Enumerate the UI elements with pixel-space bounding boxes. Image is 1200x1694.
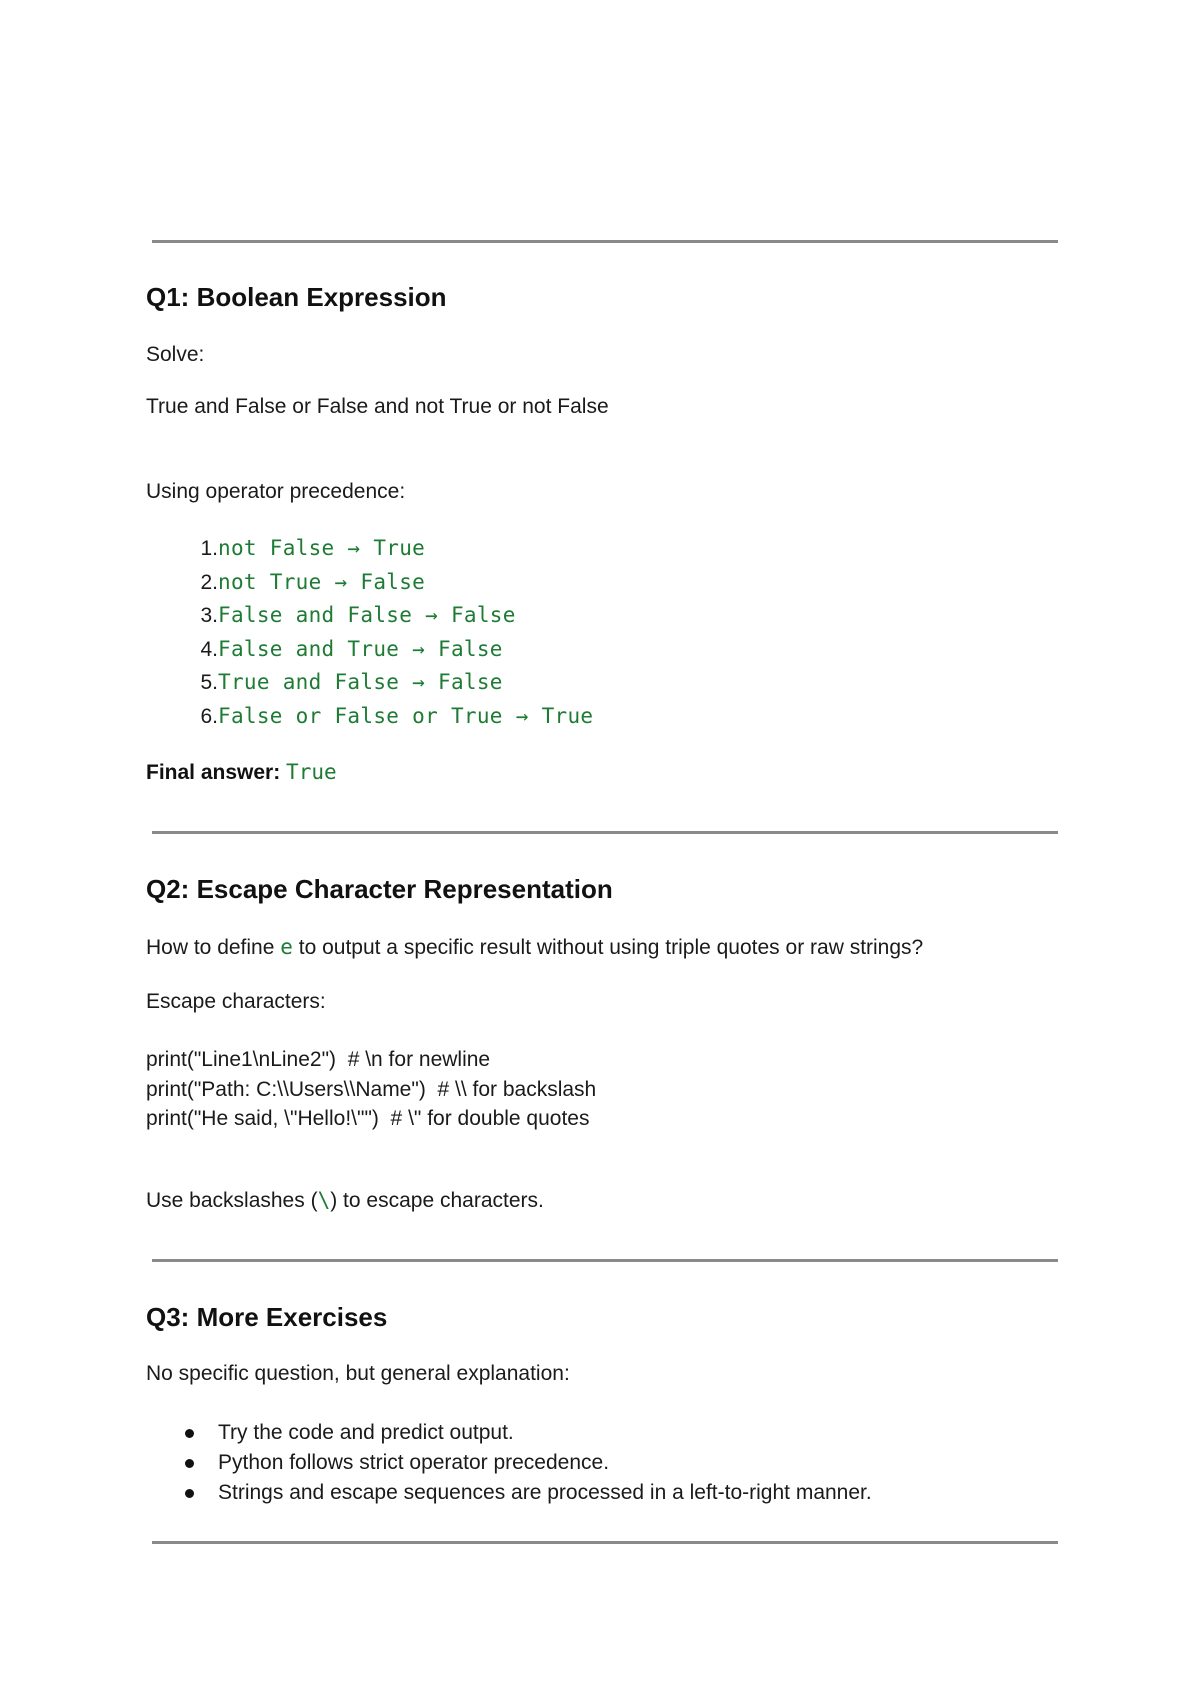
list-item bbox=[146, 1418, 872, 1448]
bullet-icon bbox=[146, 1478, 218, 1508]
q2-note bbox=[146, 1188, 544, 1213]
q2-question-start: How to define bbox=[146, 936, 281, 959]
q1-method: Using operator precedence: bbox=[146, 480, 406, 503]
step-number: 5. bbox=[200, 671, 218, 695]
step-number: 1. bbox=[200, 537, 218, 560]
horizontal-rule bbox=[152, 1259, 1058, 1262]
q2-code-block bbox=[146, 1045, 596, 1134]
bullet-text: Try the code and predict output. bbox=[218, 1421, 514, 1444]
q2-question-var: e bbox=[280, 935, 293, 959]
bullet-text: Python follows strict operator precedence. bbox=[218, 1451, 610, 1474]
step-number: 2. bbox=[200, 570, 218, 594]
q2-question bbox=[146, 935, 923, 960]
list-item bbox=[146, 566, 593, 600]
bullet-icon bbox=[146, 1448, 218, 1478]
bullet-text: Strings and escape sequences are processed in a left-to-right manner. bbox=[218, 1481, 872, 1504]
step-code: False and False → False bbox=[218, 603, 516, 628]
horizontal-rule bbox=[152, 831, 1058, 834]
final-answer-value: True bbox=[286, 760, 337, 784]
list-item bbox=[146, 666, 593, 700]
q1-prompt: Solve: bbox=[146, 343, 205, 366]
q1-expression: True and False or False and not True or not False bbox=[146, 395, 609, 418]
list-item bbox=[146, 1478, 872, 1508]
list-item bbox=[146, 633, 593, 667]
list-item bbox=[146, 599, 593, 633]
step-number: 6. bbox=[200, 704, 218, 728]
q2-note-code: \ bbox=[317, 1188, 331, 1212]
q3-intro: No specific question, but general explanation: bbox=[146, 1362, 570, 1385]
code-line: print("He said, \"Hello!\"") # \" for double quotes bbox=[146, 1107, 590, 1130]
bullet-icon bbox=[146, 1418, 218, 1448]
final-answer-label: Final answer: bbox=[146, 761, 281, 784]
q2-note-end: ) to escape characters. bbox=[330, 1189, 544, 1212]
list-item bbox=[146, 1448, 872, 1478]
q2-heading: Q2: Escape Character Representation bbox=[146, 874, 613, 904]
step-code: not True → False bbox=[218, 569, 426, 594]
list-item bbox=[146, 700, 593, 734]
code-line: print("Path: C:\\Users\\Name") # \\ for backslash bbox=[146, 1077, 597, 1101]
list-item bbox=[146, 532, 593, 566]
horizontal-rule bbox=[152, 1541, 1058, 1544]
step-code: True and False → False bbox=[218, 670, 503, 695]
q2-question-end: to output a specific result without using triple quotes or raw strings? bbox=[292, 936, 924, 959]
step-code: False or False or True → True bbox=[218, 703, 594, 728]
q2-note-start: Use backslashes ( bbox=[146, 1189, 318, 1212]
q2-escape-label: Escape characters: bbox=[146, 990, 326, 1013]
q1-final-answer bbox=[146, 760, 337, 785]
step-number: 3. bbox=[200, 604, 218, 628]
q3-bullet-list bbox=[146, 1418, 872, 1508]
q1-steps-list bbox=[146, 532, 593, 734]
code-line: print("Line1\nLine2") # \n for newline bbox=[146, 1048, 491, 1071]
horizontal-rule bbox=[152, 240, 1058, 243]
q3-heading: Q3: More Exercises bbox=[146, 1302, 388, 1332]
q1-heading: Q1: Boolean Expression bbox=[146, 282, 447, 312]
step-number: 4. bbox=[200, 637, 218, 661]
step-code: not False → True bbox=[218, 536, 426, 560]
step-code: False and True → False bbox=[218, 636, 503, 661]
